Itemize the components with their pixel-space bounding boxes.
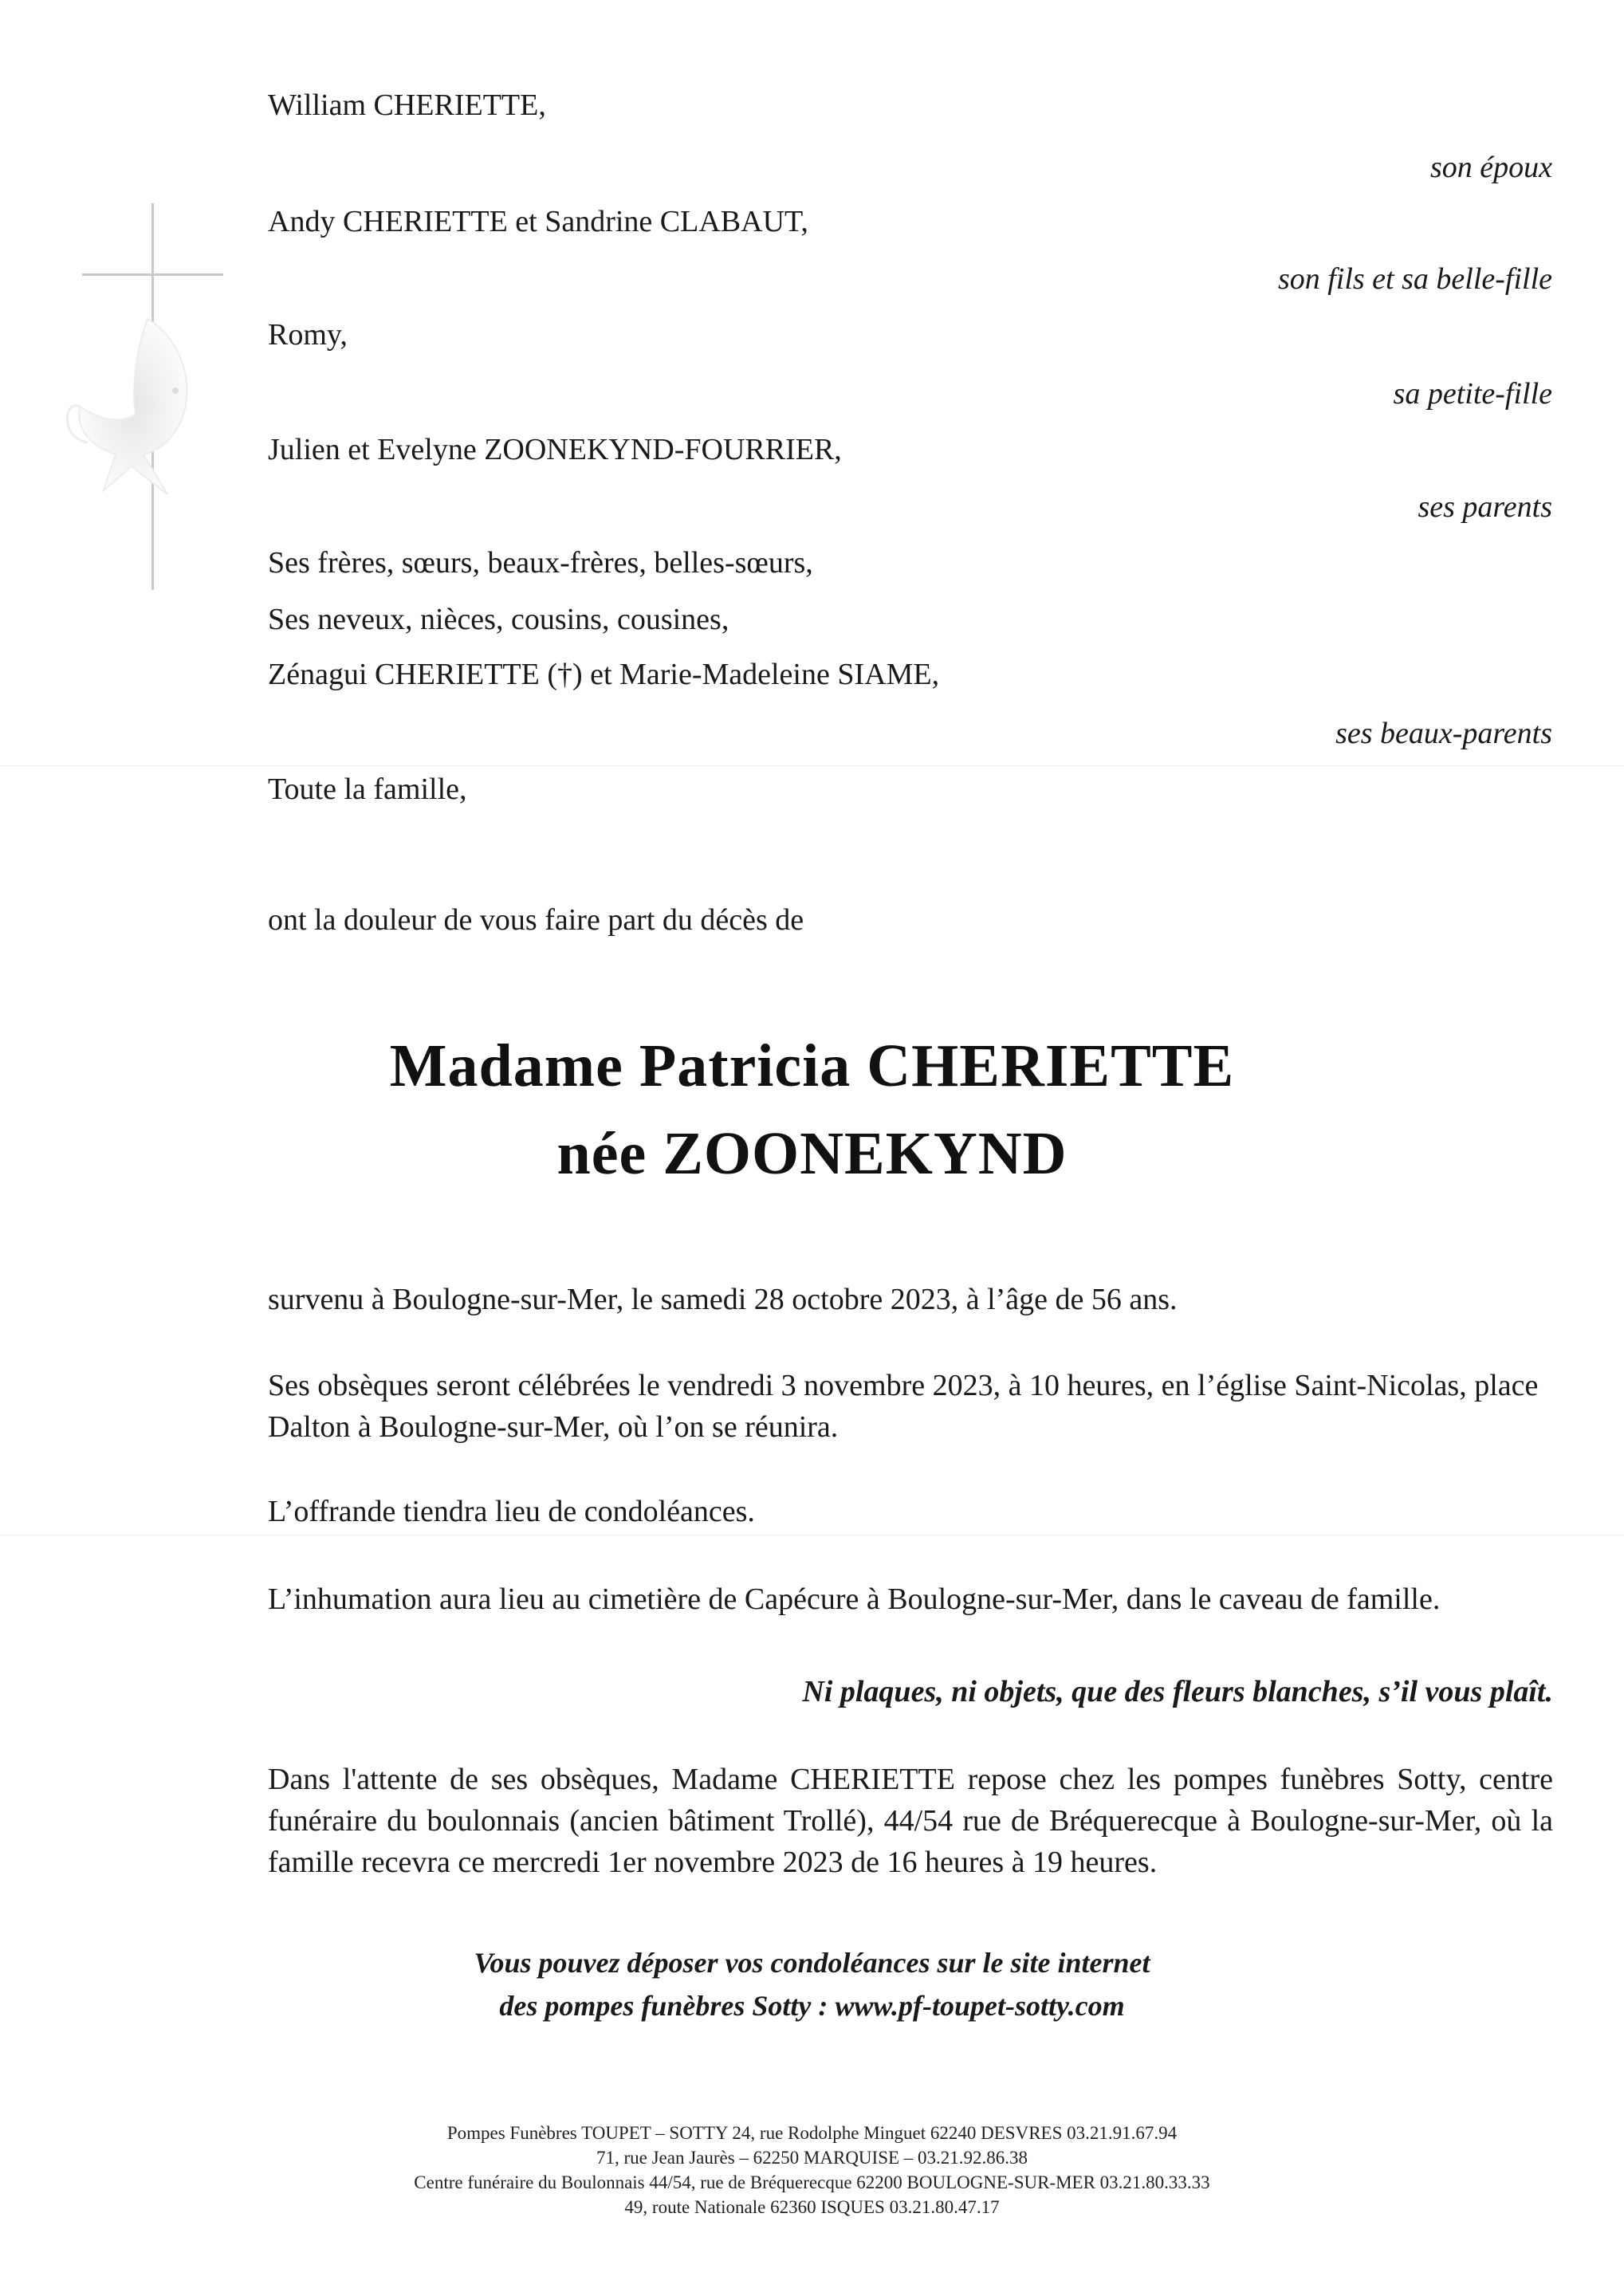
footer-line2: 71, rue Jean Jaurès – 62250 MARQUISE – 03.21.92.86.38 <box>596 2148 1028 2168</box>
spouse-name: William CHERIETTE, <box>268 88 546 122</box>
parents-name: Julien et Evelyne ZOONEKYND-FOURRIER, <box>268 433 842 466</box>
deceased-name: Madame Patricia CHERIETTE <box>389 1032 1235 1099</box>
nephews-line: Ses neveux, nièces, cousins, cousines, <box>268 603 729 636</box>
flowers-note: Ni plaques, ni objets, que des fleurs blanches, s’il vous plaît. <box>802 1675 1553 1708</box>
cross-icon-horizontal <box>82 273 223 276</box>
death-details: survenu à Boulogne-sur-Mer, le samedi 28 octobre 2023, à l’âge de 56 ans. <box>268 1283 1178 1316</box>
offering-note: L’offrande tiendra lieu de condoléances. <box>268 1495 755 1528</box>
granddaughter-relation: sa petite-fille <box>1393 377 1552 411</box>
spouse-relation: son époux <box>1429 151 1552 184</box>
footer-line3: Centre funéraire du Boulonnais 44/54, rue de Bréquerecque 62200 BOULOGNE-SUR-MER 03.21.80.33.33 <box>414 2172 1210 2192</box>
footer-line1: Pompes Funèbres TOUPET – SOTTY 24, rue Rodolphe Minguet 62240 DESVRES 03.21.91.67.94 <box>446 2123 1178 2143</box>
burial-details: L’inhumation aura lieu au cimetière de Capécure à Boulogne-sur-Mer, dans le caveau de famille. <box>268 1582 1441 1616</box>
inlaws-name: Zénagui CHERIETTE (†) et Marie-Madeleine SIAME, <box>268 658 940 691</box>
deceased-maiden-name: née ZOONEKYND <box>556 1120 1068 1187</box>
dove-icon <box>56 303 215 510</box>
announcement: ont la douleur de vous faire part du décès de <box>268 903 804 937</box>
condolences-line1: Vous pouvez déposer vos condoléances sur le site internet <box>474 1947 1150 1979</box>
son-name: Andy CHERIETTE et Sandrine CLABAUT, <box>268 205 808 238</box>
whole-family: Toute la famille, <box>268 773 467 806</box>
funeral-details: Ses obsèques seront célébrées le vendredi 3 novembre 2023, à 10 heures, en l’église Saint-Nicolas, place Dalton à Boulogne-sur-Mer, où l’on se réunira. <box>268 1369 1539 1444</box>
parents-relation: ses parents <box>1418 490 1552 524</box>
inlaws-relation: ses beaux-parents <box>1335 717 1552 750</box>
siblings-line: Ses frères, sœurs, beaux-frères, belles-sœurs, <box>268 546 813 580</box>
scan-line <box>0 765 1624 766</box>
footer-line4: 49, route Nationale 62360 ISQUES 03.21.80.47.17 <box>624 2197 1000 2217</box>
rest-details: Dans l'attente de ses obsèques, Madame CHERIETTE repose chez les pompes funèbres Sotty, centre funéraire du boulonnais (ancien bâtiment Trollé), 44/54 rue de Bréquerecque à Boulogne-sur-Mer, où la famille recevra ce mercredi 1er novembre 2023 de 16 heures à 19 heures. <box>268 1763 1553 1879</box>
son-relation: son fils et sa belle-fille <box>1277 262 1552 296</box>
condolences-line2: des pompes funèbres Sotty : www.pf-toupet-sotty.com <box>499 1990 1125 2022</box>
granddaughter-name: Romy, <box>268 318 348 352</box>
